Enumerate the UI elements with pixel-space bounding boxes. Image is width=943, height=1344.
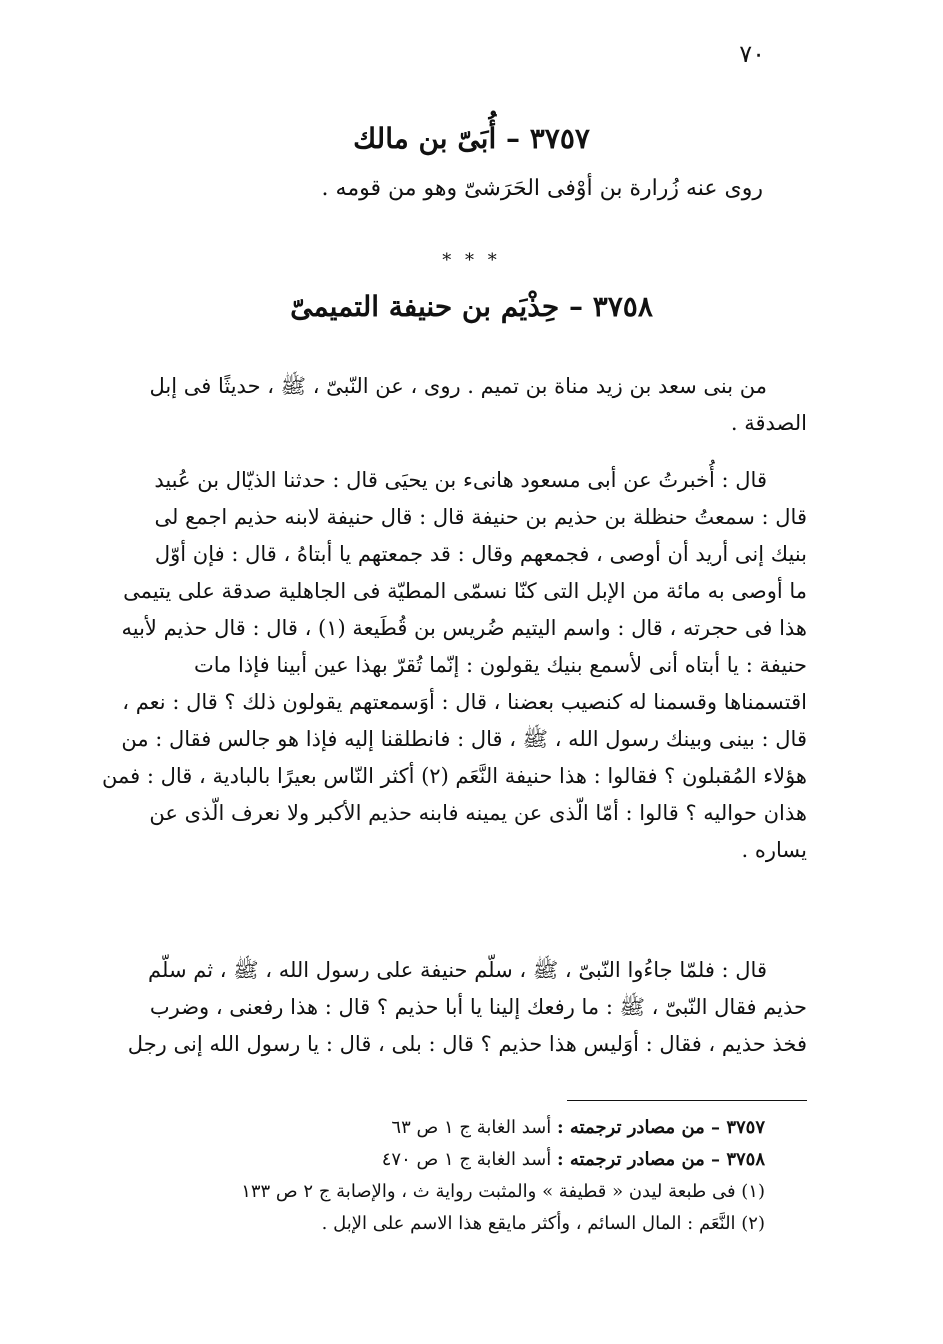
page-number: ٧٠ [739, 40, 765, 68]
paragraph-line: قال : فلمّا جاءُوا النّبىّ ، ﷺ ، سلّم حنيفة على رسول الله ، ﷺ ، ثم سلّم [148, 958, 767, 982]
paragraph-line: حنيفة : يا أبتاه أنى لأسمع بنيك يقولون : إنّما تُقرّ بهذا عين أبينا فإذا مات [193, 653, 807, 677]
entry-3757-text: روى عنه زُرارة بن أوْفى الحَرَشىّ وهو من قومه . [321, 176, 763, 201]
paragraph-line: من بنى سعد بن زيد مناة بن تميم . روى ، عن النّبىّ ، ﷺ ، حديثًا فى إبل [149, 374, 767, 398]
paragraph-line: اقتسمناها وقسمنا له كنصيب بعضنا ، قال : أوَسمعتهم يقولون ذلك ؟ قال : نعم ، [122, 690, 807, 714]
footnote-text: أسد الغابة ج ١ ص ٤٧٠ [381, 1149, 557, 1170]
paragraph-lineage [136, 368, 807, 442]
paragraph-line: فخذ حذيم ، فقال : أوَليس هذا حذيم ؟ قال : بلى ، قال : يا رسول الله إنى رجل [127, 1032, 807, 1056]
paragraph-line: هذا فى حجرته ، قال : واسم اليتيم ضُريس بن قُطَيعة (١) ، قال : قال حذيم لأبيه [121, 616, 807, 640]
section-separator: * * * [442, 250, 501, 271]
entry-title-3757: ٣٧٥٧ – أُبَىّ بن مالك [353, 122, 590, 155]
paragraph-line: بنيك إنى أريد أن أوصى ، فجمعهم وقال : قد جمعتهم يا أبتاهُ ، قال : فإن أوّل [154, 542, 807, 566]
paragraph-line: الصدقة . [730, 411, 807, 435]
footnote-2 [150, 1208, 765, 1240]
footnote-label: ٣٧٥٧ – من مصادر ترجمته : [557, 1117, 765, 1138]
footnote-divider [567, 1100, 807, 1101]
paragraph-meeting [127, 952, 807, 1063]
paragraph-line: هؤلاء المُقبلون ؟ فقالوا : هذا حنيفة النَّعَم (٢) أكثر النّاس بعيرًا بالبادية ، قال : فمن [102, 764, 807, 788]
footnote-text: (١) فى طبعة ليدن « قطيفة » والمثبت رواية ث ، والإصابة ج ٢ ص ١٣٣ [241, 1181, 765, 1202]
paragraph-line: يساره . [741, 838, 807, 862]
paragraph-line: قال : بينى وبينك رسول الله ، ﷺ ، قال : فانطلقنا إليه فإذا هو جالس فقال : من [121, 727, 807, 751]
footnote-text: أسد الغابة ج ١ ص ٦٣ [391, 1117, 557, 1138]
paragraph-line: حذيم فقال النّبىّ ، ﷺ : ما رفعك إلينا يا أبا حذيم ؟ قال : هذا رفعنى ، وضرب [149, 995, 807, 1019]
paragraph-line: قال : أُخبرتُ عن أبى مسعود هانىء بن يحيَى قال : حدثنا الذيّال بن عُبيد [154, 468, 767, 492]
paragraph-narration [102, 462, 807, 869]
footnote-1 [150, 1176, 765, 1208]
footnote-source-3758 [150, 1144, 765, 1176]
entry-title-3758: ٣٧٥٨ – حِذْيَم بن حنيفة التميمىّ [290, 290, 653, 323]
footnote-label: ٣٧٥٨ – من مصادر ترجمته : [557, 1149, 765, 1170]
footnotes [150, 1112, 765, 1240]
paragraph-line: ما أوصى به مائة من الإبل التى كنّا نسمّى المطيّة فى الجاهلية صدقة على يتيمى [123, 579, 807, 603]
paragraph-line: قال : سمعتُ حنظلة بن حذيم بن حنيفة قال : قال حنيفة لابنه حذيم اجمع لى [154, 505, 807, 529]
footnote-source-3757 [150, 1112, 765, 1144]
footnote-text: (٢) النَّعَم : المال السائم ، وأكثر مايقع هذا الاسم على الإبل . [321, 1213, 765, 1234]
paragraph-line: هذان حواليه ؟ قالوا : أمّا الّذى عن يمينه فابنه حذيم الأكبر ولا نعرف الّذى عن [149, 801, 807, 825]
